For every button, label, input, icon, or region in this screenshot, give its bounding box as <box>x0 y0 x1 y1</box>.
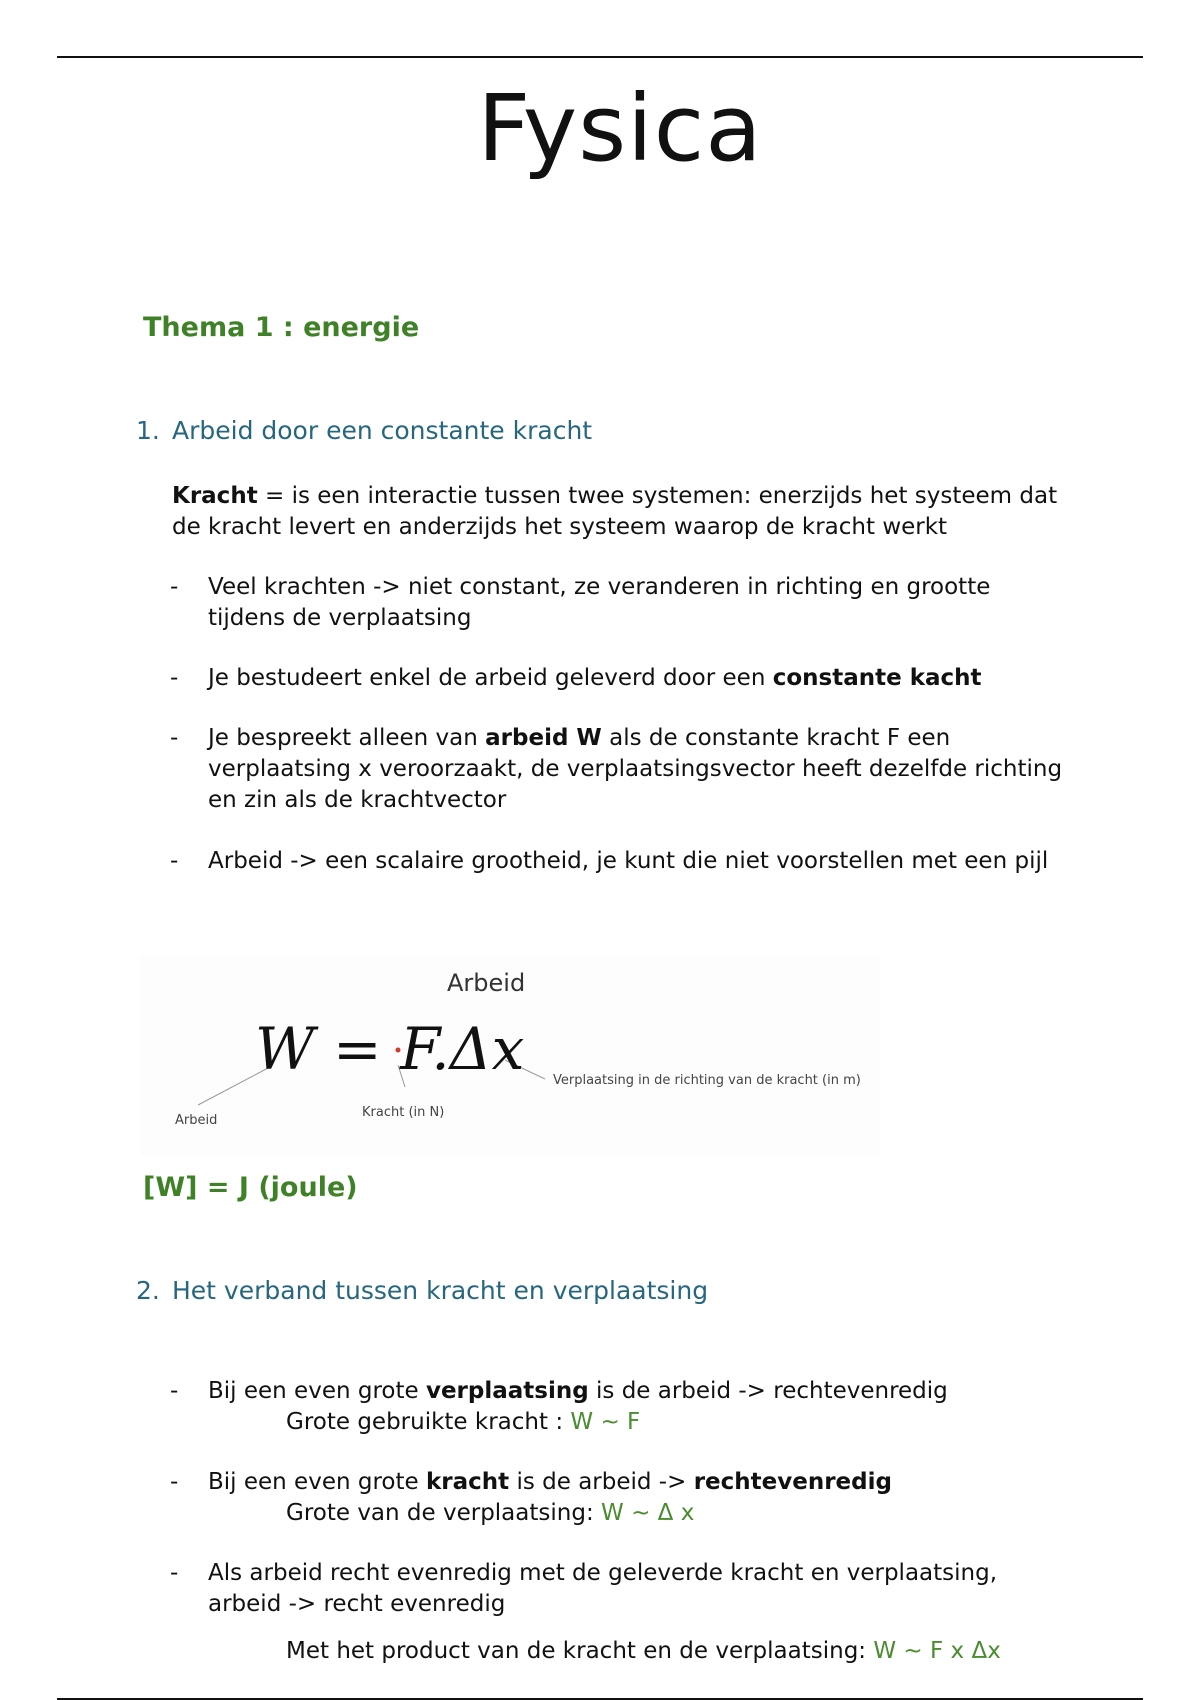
unit-of-work: [W] = J (joule) <box>143 1172 358 1203</box>
list-item <box>170 1467 1070 1498</box>
bullet-dash: - <box>170 665 179 691</box>
formula-caption: Arbeid <box>447 969 526 997</box>
formula-label-w: Arbeid <box>175 1113 218 1128</box>
bullet-text-bold: constante kacht <box>772 665 982 691</box>
bullet-text: Veel krachten -> niet constant, ze veranderen in richting en grootte tijdens de verplaatsing <box>208 574 991 631</box>
bullet-text <box>208 723 1070 816</box>
relation-text: Grote gebruikte kracht : <box>286 1409 571 1435</box>
section-2-title: Het verband tussen kracht en verplaatsing <box>172 1276 709 1305</box>
relation-line <box>286 1636 1001 1667</box>
list-item <box>170 1376 1070 1407</box>
formula-label-f: Kracht (in N) <box>362 1105 445 1120</box>
formula-expression: W = F.Δx <box>255 1015 525 1083</box>
bullet-text-pre: Bij een even grote <box>208 1469 426 1495</box>
bullet-text: Arbeid -> een scalaire grootheid, je kunt die niet voorstellen met een pijl <box>208 848 1049 874</box>
list-item <box>170 663 1070 694</box>
kracht-definition <box>172 481 1072 543</box>
section-1-number: 1. <box>136 416 160 445</box>
arbeid-formula-figure <box>140 955 880 1155</box>
relation-formula: W ~ Δ x <box>601 1500 695 1526</box>
bullet-text <box>208 663 1070 694</box>
relation-formula: W ~ F <box>570 1409 641 1435</box>
section-1-title: Arbeid door een constante kracht <box>172 416 593 445</box>
bullet-text-bold: arbeid W <box>485 725 602 751</box>
bullet-text-post: als de constante kracht F een verplaatsing x veroorzaakt, de verplaatsingsvector heeft dezelfde richting en zin als de krachtvector <box>208 725 1063 813</box>
list-item <box>170 572 1070 634</box>
bullet-text-pre: Bij een even grote <box>208 1378 426 1404</box>
bullet-text: Als arbeid recht evenredig met de geleverde kracht en verplaatsing, arbeid -> recht evenredig <box>208 1560 998 1617</box>
list-item <box>170 846 1070 877</box>
definition-term: Kracht <box>172 483 258 509</box>
bullet-dash: - <box>170 1560 179 1586</box>
formula-label-dx: Verplaatsing in de richting van de kracht (in m) <box>553 1073 861 1088</box>
section-2-number: 2. <box>136 1276 160 1305</box>
theme-heading: Thema 1 : energie <box>143 312 420 343</box>
relation-formula: W ~ F x Δx <box>873 1638 1001 1664</box>
bullet-text-post: is de arbeid -> rechtevenredig <box>588 1378 948 1404</box>
page-title: Fysica <box>477 75 763 182</box>
bullet-dash: - <box>170 574 179 600</box>
bullet-text-pre: Je bestudeert enkel de arbeid geleverd door een <box>208 665 773 691</box>
relation-line <box>286 1407 640 1438</box>
relation-line <box>286 1498 694 1529</box>
bullet-text-bold-2: rechtevenredig <box>693 1469 892 1495</box>
bullet-text-bold: kracht <box>425 1469 510 1495</box>
bullet-text-bold: verplaatsing <box>425 1378 589 1404</box>
list-item <box>170 1558 1070 1620</box>
relation-text: Met het product van de kracht en de verplaatsing: <box>286 1638 874 1664</box>
section-2-heading <box>136 1276 708 1305</box>
bullet-text-pre: Je bespreekt alleen van <box>208 725 486 751</box>
definition-text: = is een interactie tussen twee systemen: enerzijds het systeem dat de kracht levert en anderzijds het systeem waarop de kracht werkt <box>172 483 1058 540</box>
bullet-dash: - <box>170 725 179 751</box>
section-1-heading <box>136 416 592 445</box>
bullet-text <box>208 1467 1070 1498</box>
top-rule <box>57 56 1143 58</box>
bullet-dash: - <box>170 848 179 874</box>
bullet-text-post: is de arbeid -> <box>509 1469 694 1495</box>
bullet-text <box>208 1376 1070 1407</box>
bullet-dash: - <box>170 1469 179 1495</box>
relation-text: Grote van de verplaatsing: <box>286 1500 602 1526</box>
list-item <box>170 723 1070 816</box>
bullet-dash: - <box>170 1378 179 1404</box>
